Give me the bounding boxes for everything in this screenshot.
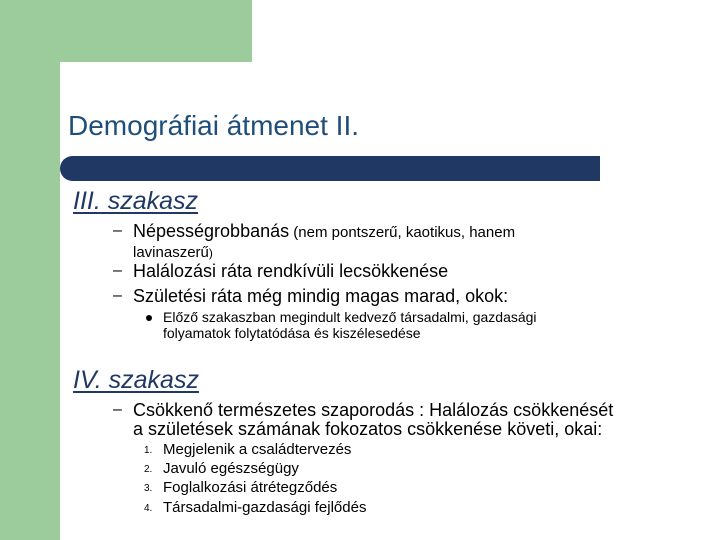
left-decoration-strip	[0, 0, 60, 540]
item-main-text: Népességrobbanás	[133, 221, 290, 241]
bullet-dot	[146, 315, 152, 321]
list-number: 1.	[144, 445, 153, 456]
numbered-item: Foglalkozási átrétegződés	[163, 479, 338, 496]
slide-title: Demográfiai átmenet II.	[68, 110, 360, 141]
list-item: Születési ráta még mindig magas marad, okok:	[133, 286, 509, 306]
sub-item-line-1: Előző szakaszban megindult kedvező társadalmi, gazdasági	[163, 309, 537, 325]
item-note-text-2: lavinaszerű	[133, 244, 209, 261]
title-underline-bar	[60, 156, 600, 181]
dash-marker: –	[113, 262, 122, 279]
list-item	[133, 401, 613, 439]
list-item: Halálozási ráta rendkívüli lecsökkenése	[133, 261, 449, 281]
list-number: 3.	[144, 483, 153, 494]
list-number: 2.	[144, 464, 153, 475]
item-note-end: )	[208, 246, 213, 260]
numbered-item: Társadalmi-gazdasági fejlődés	[163, 499, 367, 516]
list-number: 4.	[144, 503, 153, 514]
sub-list-item	[163, 309, 537, 341]
numbered-item: Javuló egészségügy	[163, 460, 299, 477]
dash-marker: –	[113, 222, 122, 239]
dash-marker: –	[113, 401, 122, 418]
section-heading-iv: IV. szakasz	[73, 366, 199, 394]
item-line-2: a születések számának fokozatos csökkenése követi, okai:	[133, 419, 603, 439]
dash-marker: –	[113, 287, 122, 304]
item-line-1: Csökkenő természetes szaporodás : Halálozás csökkenését	[133, 400, 614, 420]
list-item	[133, 222, 515, 263]
sub-item-line-2: folyamatok folytatódása és kiszélesedése	[163, 325, 421, 341]
section-heading-iii: III. szakasz	[73, 187, 199, 215]
numbered-item: Megjelenik a családtervezés	[163, 441, 352, 458]
item-note-text: (nem pontszerű, kaotikus, hanem	[289, 224, 516, 241]
